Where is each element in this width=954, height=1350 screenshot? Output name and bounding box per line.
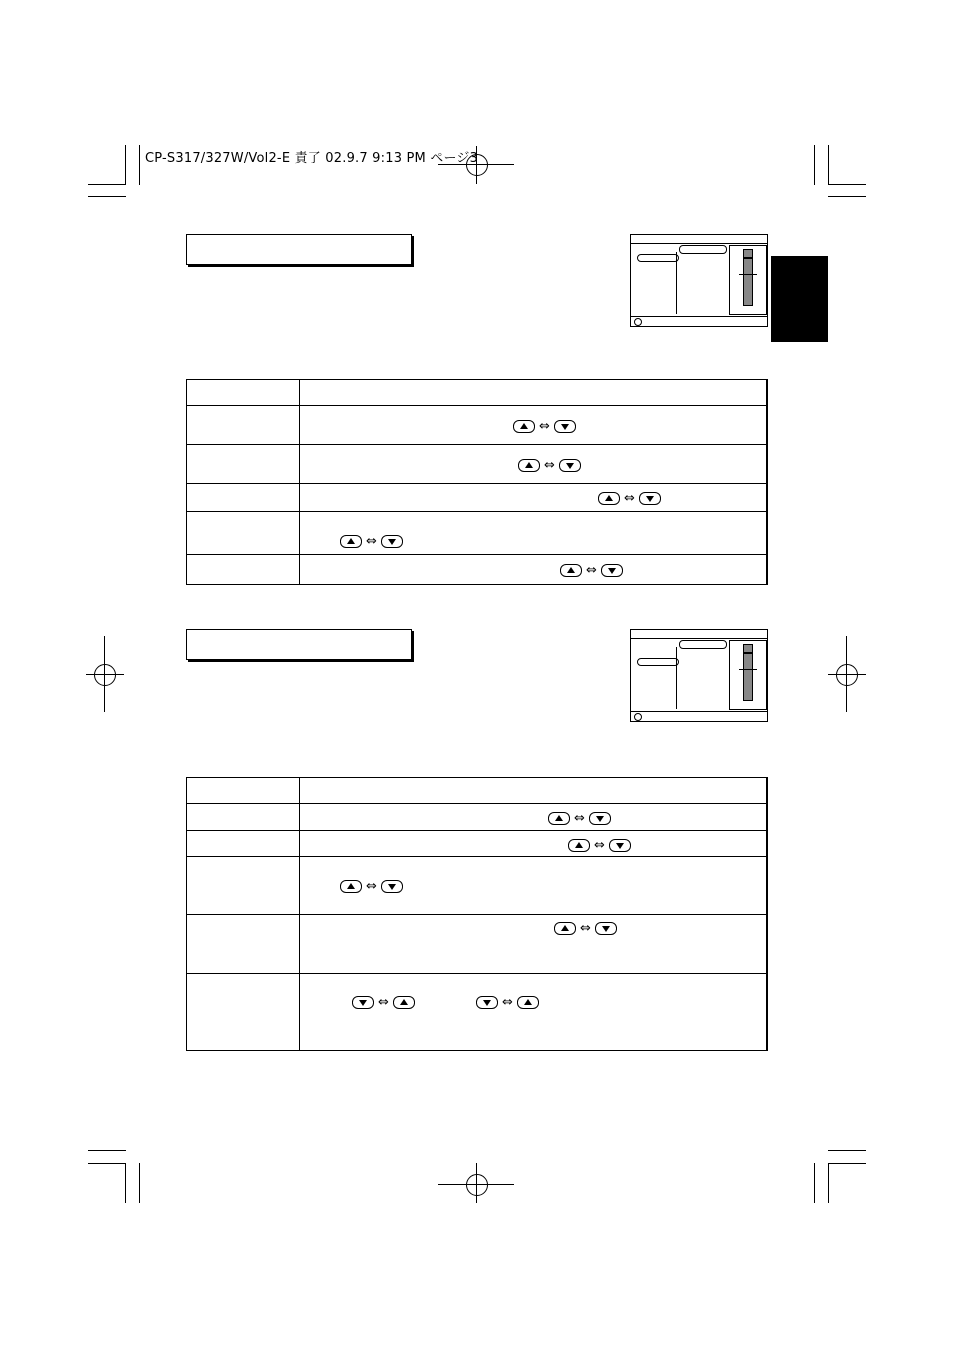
down-arrow-button-icon [601,564,623,577]
logo-icon [634,713,642,721]
table-row [187,445,768,484]
down-arrow-button-icon [595,922,617,935]
table-row [187,857,768,915]
up-arrow-button-icon [568,839,590,852]
swap-arrow-icon: ⇔ [544,458,555,473]
swap-arrow-icon: ⇔ [502,995,513,1010]
swap-arrow-icon: ⇔ [539,419,550,434]
swap-arrow-icon: ⇔ [586,563,597,578]
up-arrow-button-icon [513,420,535,433]
table-row [187,512,768,555]
up-arrow-button-icon [598,492,620,505]
table-row [187,915,768,974]
up-arrow-button-icon [554,922,576,935]
table-row [187,804,768,831]
up-arrow-button-icon [340,535,362,548]
swap-arrow-icon: ⇔ [594,838,605,853]
down-arrow-button-icon [609,839,631,852]
logo-icon [634,318,642,326]
up-arrow-button-icon [517,996,539,1009]
menu-screenshot-lower [630,629,768,722]
table-row [187,831,768,857]
up-arrow-button-icon [393,996,415,1009]
down-arrow-button-icon [639,492,661,505]
spec-table-lower [186,777,768,1051]
table-row [187,974,768,1051]
swap-arrow-icon: ⇔ [378,995,389,1010]
print-slug: CP-S317/327W/Vol2-E 責了 02.9.7 9:13 PM ページ3 [145,151,479,166]
swap-arrow-icon: ⇔ [624,491,635,506]
swap-arrow-icon: ⇔ [366,879,377,894]
table-row [187,555,768,585]
down-arrow-button-icon [381,880,403,893]
down-arrow-button-icon [559,459,581,472]
spec-table-upper [186,379,768,585]
table-row [187,406,768,445]
menu-screenshot-upper [630,234,768,327]
up-arrow-button-icon [340,880,362,893]
up-arrow-button-icon [518,459,540,472]
swap-arrow-icon: ⇔ [580,921,591,936]
section-title-box-lower [186,629,412,660]
down-arrow-button-icon [476,996,498,1009]
table-row [187,484,768,512]
down-arrow-button-icon [381,535,403,548]
table-row [187,778,768,804]
section-title-box-upper [186,234,412,265]
up-arrow-button-icon [560,564,582,577]
down-arrow-button-icon [352,996,374,1009]
up-arrow-button-icon [548,812,570,825]
swap-arrow-icon: ⇔ [366,534,377,549]
section-tab [771,256,828,342]
down-arrow-button-icon [554,420,576,433]
swap-arrow-icon: ⇔ [574,811,585,826]
down-arrow-button-icon [589,812,611,825]
table-row [187,380,768,406]
